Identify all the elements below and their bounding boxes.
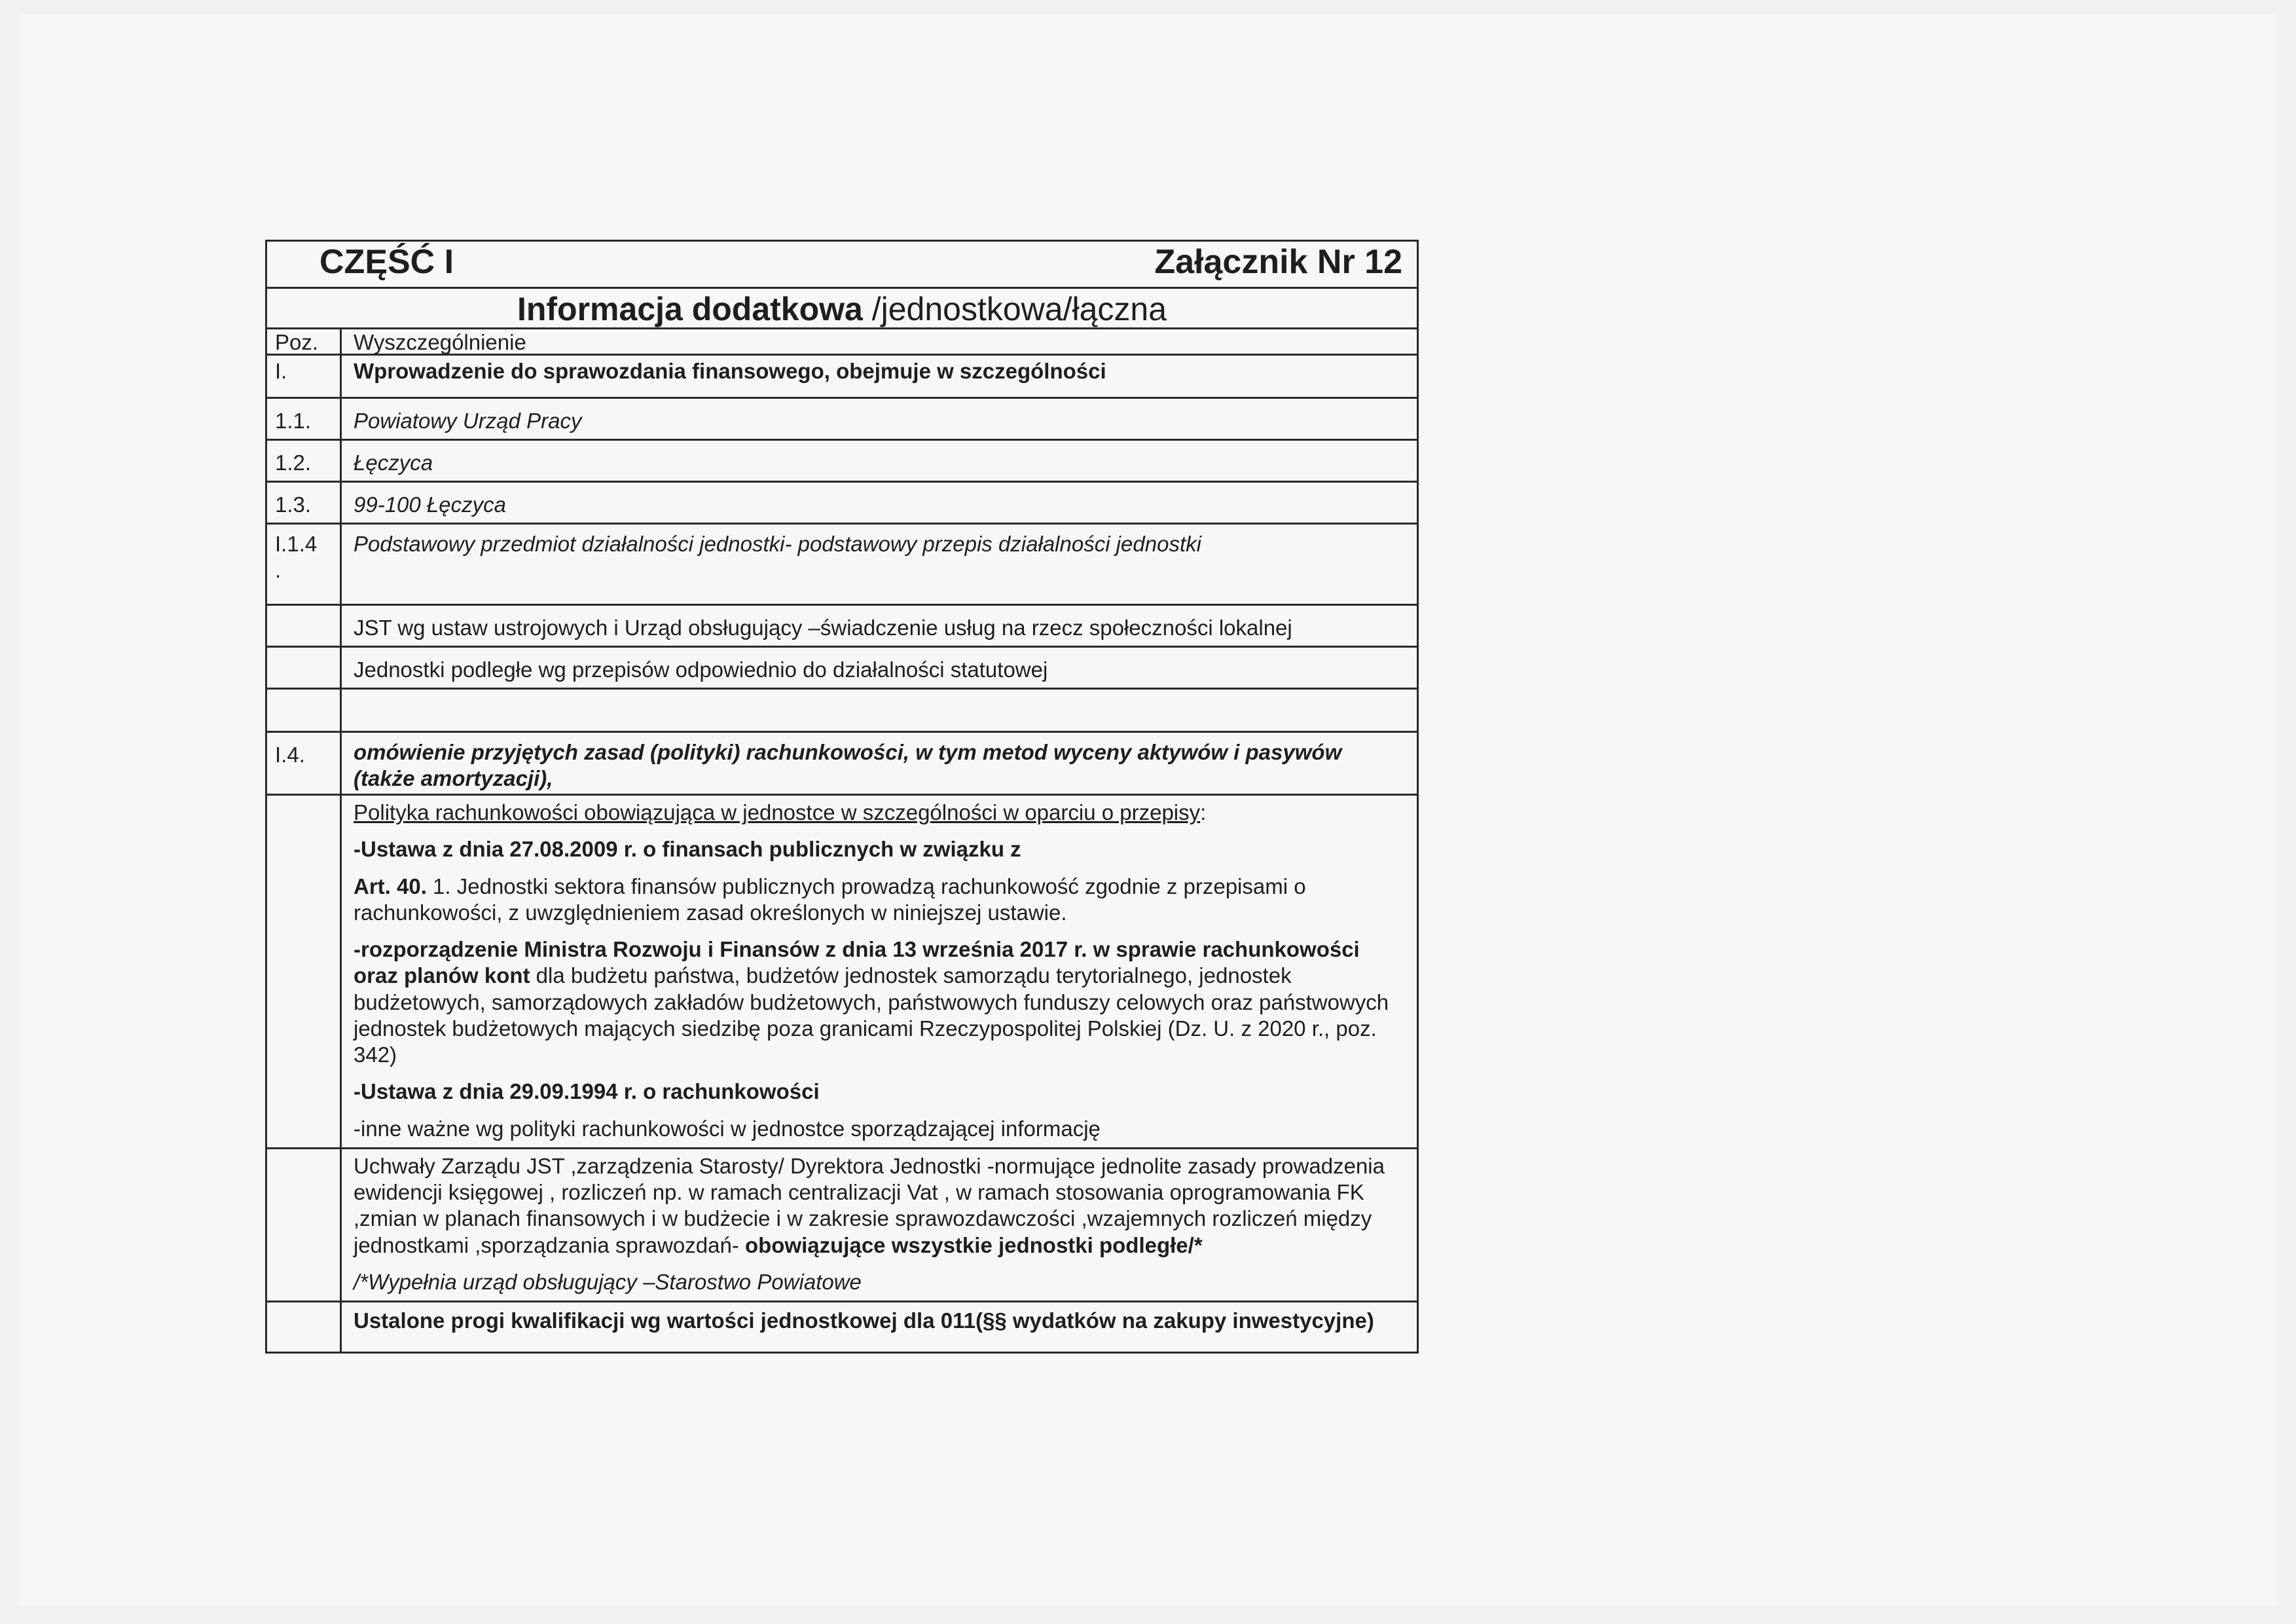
policy-row: [267, 796, 1417, 1149]
row-text: Wprowadzenie do sprawozdania finansowego, obejmuje w szczególności: [354, 359, 1106, 383]
part-label: CZĘŚĆ I: [319, 242, 454, 281]
row-pos: 1.1.: [267, 399, 342, 439]
resolutions-note: /*Wypełnia urząd obsługujący –Starostwo Powiatowe: [354, 1269, 862, 1294]
table-row: [267, 441, 1417, 483]
policy-intro: Polityka rachunkowości obowiązująca w jednostce w szczególności w oparciu o przepisy: [354, 800, 1201, 824]
table-row-empty: [267, 690, 1417, 733]
policy-art-40: Art. 40. 1. Jednostki sektora finansów publicznych prowadzą rachunkowość zgodnie z przepisami o rachunkowości, z uwzględnieniem zasad określonych w niniejszej ustawie.: [354, 874, 1306, 925]
thresholds-row: [267, 1302, 1417, 1354]
table-row: [267, 399, 1417, 441]
column-header-row: [267, 329, 1417, 356]
row-pos: I.: [267, 356, 342, 397]
row-text: omówienie przyjętych zasad (polityki) rachunkowości, w tym metod wyceny aktywów i pasywów (także amortyzacji),: [354, 740, 1342, 791]
row-pos: 1.2.: [267, 441, 342, 481]
row-pos: [267, 606, 342, 646]
resolutions-content: [342, 1149, 1417, 1301]
table-row: [267, 483, 1417, 525]
row-pos: I.1.4 .: [267, 525, 342, 604]
row-text: JST wg ustaw ustrojowych i Urząd obsługujący –świadczenie usług na rzecz społeczności lokalnej: [354, 616, 1292, 640]
resolutions-text: Uchwały Zarządu JST ,zarządzenia Starosty/ Dyrektora Jednostki -normujące jednolite zasady prowadzenia ewidencji księgowej , rozliczeń np. w ramach centralizacji Vat , w ramach stosowania oprogramowania FK ,zmian w planach finansowych i w budżecie i w zakresie sprawozdawczości ,wzajemnych rozliczeń między jednostkami ,sporządzania sprawozdań- obowiązujące wszystkie jednostki podległe/*: [354, 1153, 1385, 1257]
row-text: Jednostki podległe wg przepisów odpowiednio do działalności statutowej: [354, 657, 1048, 682]
policy-regulation: -rozporządzenie Ministra Rozwoju i Finansów z dnia 13 września 2017 r. w sprawie rachunkowości oraz planów kont dla budżetu państwa, budżetów jednostek samorządu terytorialnego, jednostek budżetowych, samorządowych zakładów budżetowych, państwowych funduszy celowych oraz państwowych jednostek budżetowych mających siedzibę poza granicami Rzeczypospolitej Polskiej (Dz. U. z 2020 r., poz. 342): [354, 937, 1389, 1067]
policy-other: -inne ważne wg polityki rachunkowości w jednostce sporządzającej informację: [354, 1116, 1101, 1141]
annex-label: Załącznik Nr 12: [1154, 242, 1402, 281]
row-pos: [267, 648, 342, 688]
table-row: [267, 733, 1417, 796]
row-pos: I.4.: [267, 733, 342, 794]
row-text: Podstawowy przedmiot działalności jednostki- podstawowy przepis działalności jednostki: [354, 532, 1201, 556]
col-desc-header: Wyszczególnienie: [354, 330, 526, 354]
policy-law-1: -Ustawa z dnia 27.08.2009 r. o finansach publicznych w związku z: [354, 837, 1021, 862]
row-text: 99-100 Łęczyca: [354, 492, 506, 517]
table-row: [267, 525, 1417, 606]
col-pos-header: Poz.: [267, 329, 342, 354]
thresholds-text: Ustalone progi kwalifikacji wg wartości jednostkowej dla 011(§§ wydatków na zakupy inwestycyjne): [354, 1308, 1374, 1333]
table-row: [267, 606, 1417, 648]
header-row: [267, 242, 1417, 289]
table-row: [267, 648, 1417, 690]
title-row: [267, 289, 1417, 329]
row-text: [342, 690, 1417, 731]
resolutions-row: [267, 1149, 1417, 1302]
table-row: [267, 356, 1417, 399]
document-title: Informacja dodatkowa /jednostkowa/łączna: [517, 291, 1167, 327]
row-pos: [267, 690, 342, 731]
row-text: Powiatowy Urząd Pracy: [354, 409, 582, 433]
policy-content: Polityka rachunkowości obowiązująca w jednostce w szczególności w oparciu o przepisy: -Ustawa z dnia 27.08.2009 r. o finansach publicznych w związku z Art. 40. 1. Jednostki sektora finansów publicznych prowadzą rachunkowość zgodnie z przepisami o rachunkowości, z uwzględnieniem zasad określonych w niniejszej ustawie. -rozporządzenie Ministra Rozwoju i Finansów z dnia 13 września 2017 r. w sprawie rachunkowości oraz planów kont dla budżetu państwa, budżetów jednostek samorządu terytorialnego, jednostek budżetowych, samorządowych zakładów budżetowych, państwowych funduszy celowych oraz państwowych jednostek budżetowych mających siedzibę poza granicami Rzeczypospolitej Polskiej (Dz. U. z 2020 r., poz. 342) -Ustawa z dnia 29.09.1994 r. o rachunkowości -inne ważne wg polityki rachunkowości w jednostce sporządzającej informację: [342, 796, 1417, 1147]
policy-law-2: -Ustawa z dnia 29.09.1994 r. o rachunkowości: [354, 1079, 820, 1104]
row-text: Łęczyca: [354, 451, 433, 475]
row-pos: 1.3.: [267, 483, 342, 523]
annex-form-table: [265, 240, 1419, 1354]
